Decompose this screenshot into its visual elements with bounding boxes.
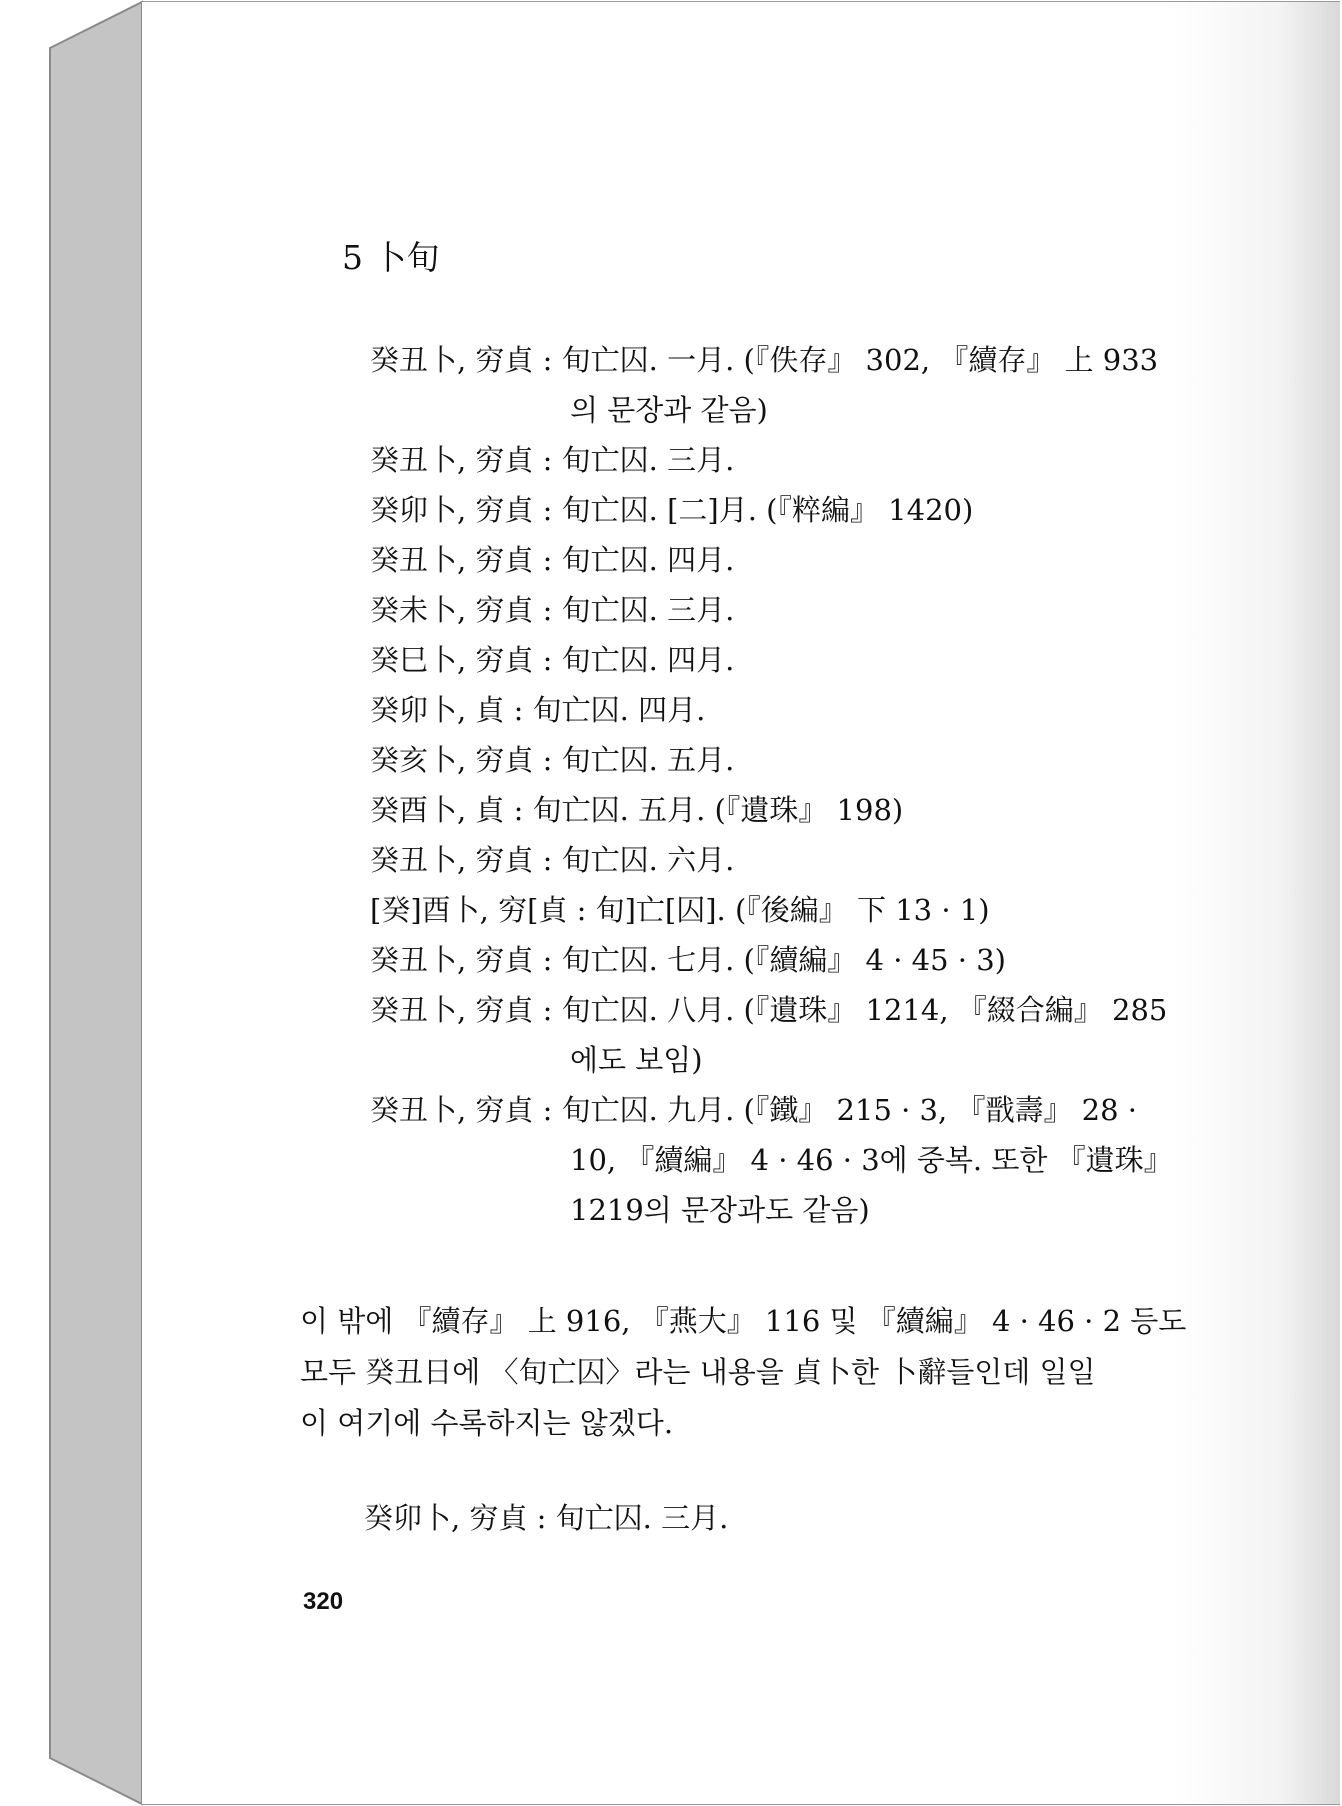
oracle-entry-continuation: 10, 『續編』 4 · 46 · 3에 중복. 또한 『遺珠』 <box>570 1143 1173 1177</box>
final-entry: 癸卯卜, 穷貞 : 旬亡囚. 三月. <box>364 1501 729 1535</box>
section-heading: 5 卜旬 <box>342 238 440 277</box>
oracle-entry: 癸卯卜, 貞 : 旬亡囚. 四月. <box>370 693 706 727</box>
paragraph-line: 이 밖에 『續存』 上 916, 『燕大』 116 및 『續編』 4 · 46 · 2 등도 <box>300 1304 1187 1338</box>
oracle-entry: 癸丑卜, 穷貞 : 旬亡囚. 八月. (『遺珠』 1214, 『綴合編』 285 <box>370 993 1168 1027</box>
paragraph-line: 모두 癸丑日에 〈旬亡囚〉라는 내용을 貞卜한 卜辭들인데 일일 <box>300 1355 1096 1389</box>
body-paragraph <box>300 1296 1187 1449</box>
oracle-entry: 癸未卜, 穷貞 : 旬亡囚. 三月. <box>370 593 735 627</box>
oracle-entry-continuation: 1219의 문장과도 같음) <box>570 1193 870 1227</box>
oracle-entry: 癸酉卜, 貞 : 旬亡囚. 五月. (『遺珠』 198) <box>370 793 904 827</box>
oracle-entry: 癸丑卜, 穷貞 : 旬亡囚. 三月. <box>370 443 735 477</box>
oracle-entry: 癸亥卜, 穷貞 : 旬亡囚. 五月. <box>370 743 735 777</box>
oracle-entry: 癸卯卜, 穷貞 : 旬亡囚. [二]月. (『粹編』 1420) <box>370 493 974 527</box>
oracle-entry: 癸丑卜, 穷貞 : 旬亡囚. 九月. (『鐵』 215 · 3, 『戬壽』 28 · <box>370 1093 1137 1127</box>
oracle-entry: [癸]酉卜, 穷[貞 : 旬]亡[囚]. (『後編』 下 13 · 1) <box>370 893 990 927</box>
oracle-entry: 癸丑卜, 穷貞 : 旬亡囚. 一月. (『佚存』 302, 『續存』 上 933 <box>370 343 1159 377</box>
oracle-entry: 癸丑卜, 穷貞 : 旬亡囚. 六月. <box>370 843 735 877</box>
oracle-entry: 癸丑卜, 穷貞 : 旬亡囚. 四月. <box>370 543 735 577</box>
page-number: 320 <box>303 1588 344 1615</box>
oracle-entry-continuation: 에도 보임) <box>570 1043 703 1077</box>
oracle-entry-continuation: 의 문장과 같음) <box>570 393 768 427</box>
oracle-entry: 癸巳卜, 穷貞 : 旬亡囚. 四月. <box>370 643 735 677</box>
paragraph-line: 이 여기에 수록하지는 않겠다. <box>300 1406 674 1440</box>
oracle-entry: 癸丑卜, 穷貞 : 旬亡囚. 七月. (『續編』 4 · 45 · 3) <box>370 943 1006 977</box>
